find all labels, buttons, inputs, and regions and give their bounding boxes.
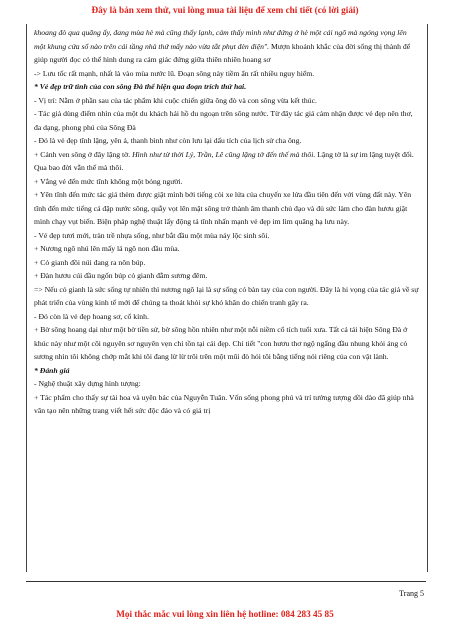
paragraph: -> Lưu tốc rất mạnh, nhất là vào mùa nước lũ. Đoạn sông này tiềm ẩn rất nhiều nguy hiểm. xyxy=(34,68,315,78)
quote-text: khoang đò qua quãng ấy, đang mùa hè mà cũng thấy lạnh, cảm thấy mình như đứng ở hè một cái ngõ mà ngóng vọng lên một khung cửa sổ nào trên cái tầng nhà thứ mấy nào vừa tắt phụt đèn điện". xyxy=(34,28,407,51)
paragraph: - Đó còn là vẻ đẹp hoang sơ, cổ kính. xyxy=(34,311,149,321)
paragraph xyxy=(34,148,419,175)
preview-banner: Đây là bản xem thử, vui lòng mua tài liệu để xem chi tiết (có lời giải) xyxy=(91,5,359,15)
paragraph: + Yên tĩnh đến mức tác giả thèm được giật mình bởi tiếng còi xe lửa của chuyến xe lửa đầu tiên đến với vùng đất này. Yên tĩnh đến mức tiếng cá đập nước sông, quẫy vọt lên mặt sông trở thành âm thanh chủ đạo và đủ sức làm cho đàn hươu giật mình chạy vụt biến. Biện pháp nghệ thuật lấy động tả tĩnh nhấn mạnh vẻ đẹp im lìm quãng hạ lưu này. xyxy=(34,190,412,226)
paragraph-text: + Cảnh ven sông ở đây lặng tờ. xyxy=(34,149,133,159)
document-body xyxy=(34,26,419,418)
paragraph-text: Lặng tờ là sự im lặng tuyệt đối. Qua bao đời vẫn thế mà thôi. xyxy=(34,149,414,172)
quote-text: Hình như từ thời Lý, Trần, Lê cũng lặng tờ đến thế mà thôi. xyxy=(132,149,316,159)
paragraph-text: Mượn khoảnh khắc của đời sống thị thành để giúp người đọc có thể hình dung ra cảm giác đứng giữa thiên nhiên hoang sơ xyxy=(34,41,411,64)
paragraph: + Cỏ gianh đồi núi đang ra nõn búp. xyxy=(34,257,146,267)
page-number: Trang 5 xyxy=(399,589,424,598)
paragraph: + Nương ngô nhú lên mấy lá ngô non đầu mùa. xyxy=(34,244,180,253)
paragraph: + Bờ sông hoang dại như một bờ tiền sử, bờ sông hồn nhiên như một nỗi niềm cổ tích tuổi xưa. Tất cả tái hiện Sông Đà ở khúc này như một cõi nguyên sơ nguyên vẹn chỉ tồn tại cái đẹp. Chi tiết "con hươu thơ ngộ ngẩng đầu nhung khỏi áng cỏ sương nhìn tôi không chớp mắt khi tôi đang lừ lừ trôi trên một mũi đò hỏi tôi bằng tiếng nói riêng của con vật lành. xyxy=(34,325,408,361)
section-heading: * Vẻ đẹp trữ tình của con sông Đà thể hiện qua đoạn trích thứ hai. xyxy=(34,82,247,91)
paragraph: - Đó là vẻ đẹp tĩnh lặng, yên ả, thanh bình như còn lưu lại dấu tích của lịch sử cha ông. xyxy=(34,136,302,145)
section-heading: * Đánh giá xyxy=(34,365,70,375)
paragraph xyxy=(34,26,419,67)
paragraph: => Nếu cỏ gianh là sức sống tự nhiên thì nương ngô lại là sự sống có bàn tay của con người. Đây là hi vọng của tác giả về sự phát triển của vùng kinh tế mới để chúng ta thoát khỏi sự khó khăn do chiến tranh gây ra. xyxy=(34,284,419,307)
paragraph: - Vẻ đẹp tươi mới, tràn trề nhựa sống, như bắt đầu một mùa nảy lộc sinh sôi. xyxy=(34,230,270,240)
paragraph: + Vắng vẻ đến mức tĩnh không một bóng người. xyxy=(34,176,183,186)
paragraph: + Tác phẩm cho thấy sự tài hoa và uyên bác của Nguyễn Tuân. Vốn sống phong phú và trí tưởng tượng dồi dào đã giúp nhà văn tạo nên những trang viết hết sức độc đáo và có giá trị xyxy=(34,392,414,415)
paragraph: - Tác giả dùng điểm nhìn của một du khách hải hồ du ngoạn trên sông nước. Từ đây tác giả cảm nhận được vẻ đẹp nên thơ, đa dạng, phong phú của Sông Đà xyxy=(34,109,413,132)
paragraph: - Nghệ thuật xây dựng hình tượng: xyxy=(34,379,141,388)
footer-divider xyxy=(26,581,426,582)
paragraph: - Vị trí: Nằm ở phần sau của tác phẩm khi cuộc chiến giữa ông đò và con sông vừa kết thúc. xyxy=(34,95,317,105)
hotline-footer: Mọi thắc mắc vui lòng xin liên hệ hotline: 084 283 45 85 xyxy=(116,609,334,619)
paragraph: + Đàn hươu cúi đầu ngốn búp cỏ gianh đẫm sương đêm. xyxy=(34,271,208,280)
